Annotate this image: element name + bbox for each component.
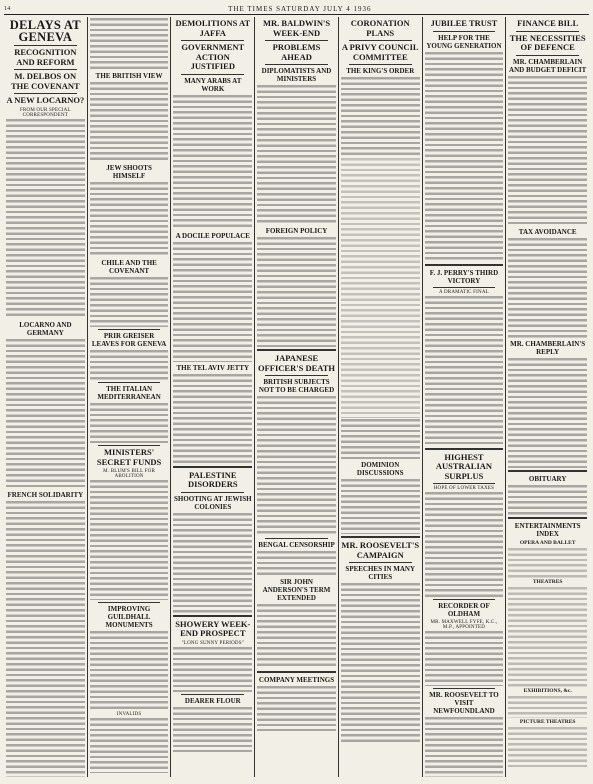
section-heading: PRIR GREISER LEAVES FOR GENEVA bbox=[91, 332, 167, 348]
article-text bbox=[173, 242, 252, 362]
subheadline: BRITISH SUBJECTS NOT TO BE CHARGED bbox=[258, 378, 335, 394]
subheadline: HELP FOR THE YOUNG GENERATION bbox=[426, 33, 502, 50]
article-text bbox=[6, 501, 85, 778]
subheadline: MANY ARABS AT WORK bbox=[184, 76, 242, 93]
section-heading: JEW SHOOTS HIMSELF bbox=[106, 164, 152, 180]
subheading: "LONG SUNNY PERIODS" bbox=[181, 640, 244, 646]
subheading: A DRAMATIC FINAL bbox=[439, 289, 489, 295]
article-text bbox=[257, 604, 336, 669]
section-heading: RECORDER OF OLDHAM bbox=[438, 602, 490, 618]
subheadline: A PRIVY COUNCIL COMMITTEE bbox=[341, 42, 419, 62]
headline: PALESTINE DISORDERS bbox=[187, 469, 238, 489]
masthead-title: THE TIMES SATURDAY JULY 4 1936 bbox=[228, 5, 372, 13]
subheadline: DIPLOMATISTS AND MINISTERS bbox=[261, 67, 332, 83]
article-text bbox=[508, 76, 587, 226]
page-number: 14 bbox=[4, 6, 11, 12]
listing-text bbox=[508, 696, 587, 718]
article-text bbox=[90, 403, 169, 443]
section-heading: OBITUARY bbox=[528, 474, 567, 483]
article-text bbox=[257, 396, 336, 536]
listing-text bbox=[508, 727, 587, 767]
article-text bbox=[425, 631, 504, 686]
headline: MR. BALDWIN'S WEEK-END bbox=[262, 18, 331, 38]
article-text bbox=[341, 479, 420, 534]
section-heading: COMPANY MEETINGS bbox=[258, 676, 335, 684]
article-text bbox=[6, 119, 85, 319]
subheading: MR. MAXWELL FYFE, K.C., M.P., APPOINTED bbox=[430, 620, 498, 630]
section-heading: THE ITALIAN MEDITERRANEAN bbox=[97, 385, 161, 401]
article-text bbox=[90, 277, 169, 327]
article-text bbox=[6, 339, 85, 489]
headline: HIGHEST AUSTRALIAN SURPLUS bbox=[435, 451, 493, 481]
section-heading: TAX AVOIDANCE bbox=[518, 227, 577, 236]
theatres-heading: THEATRES bbox=[532, 578, 563, 585]
article-text bbox=[173, 647, 252, 692]
article-text bbox=[257, 85, 336, 225]
section-heading: THE TEL AVIV JETTY bbox=[176, 363, 250, 372]
article-text bbox=[173, 707, 252, 752]
section-heading: LOCARNO AND GERMANY bbox=[19, 320, 72, 337]
article-text bbox=[425, 717, 504, 777]
section-heading: BENGAL CENSORSHIP bbox=[258, 541, 335, 549]
section-heading: CHILE AND THE COVENANT bbox=[101, 259, 157, 275]
article-text bbox=[173, 95, 252, 230]
section-heading: SIR JOHN ANDERSON'S TERM EXTENDED bbox=[262, 578, 331, 602]
newspaper-page bbox=[4, 4, 589, 776]
article-text bbox=[90, 82, 169, 162]
subheadline: RECOGNITION AND REFORM bbox=[14, 47, 77, 67]
article-text bbox=[425, 492, 504, 597]
section-heading: MR. ROOSEVELT TO VISIT NEWFOUNDLAND bbox=[429, 691, 499, 715]
column-1 bbox=[4, 17, 88, 777]
subheadline: SHOOTING AT JEWISH COLONIES bbox=[174, 494, 252, 511]
column-4 bbox=[255, 17, 339, 777]
section-heading: A DOCILE POPULACE bbox=[175, 231, 250, 240]
article-text bbox=[341, 77, 420, 157]
article-text bbox=[341, 583, 420, 743]
article-text bbox=[90, 182, 169, 257]
article-text bbox=[173, 513, 252, 613]
article-text bbox=[90, 631, 169, 711]
subheading: M. BLUM'S BILL FOR ABOLITION bbox=[103, 469, 155, 479]
byline: FROM OUR SPECIAL CORRESPONDENT bbox=[20, 107, 71, 118]
subheadline: GOVERNMENT ACTION JUSTIFIED bbox=[181, 42, 245, 71]
headline: DELAYS AT GENEVA bbox=[9, 18, 81, 44]
article-text bbox=[257, 551, 336, 576]
article-text bbox=[508, 358, 587, 468]
subheadline: M. DELBOS ON THE COVENANT bbox=[11, 71, 80, 91]
member-list bbox=[341, 158, 420, 418]
article-text bbox=[508, 238, 587, 338]
listing-text bbox=[508, 548, 587, 578]
subheading: INVALIDS bbox=[116, 712, 142, 717]
headline: CORONATION PLANS bbox=[350, 18, 410, 38]
article-text bbox=[257, 686, 336, 731]
column-2 bbox=[88, 17, 172, 777]
column-5 bbox=[339, 17, 423, 777]
listing-text bbox=[508, 587, 587, 687]
section-heading: F. J. PERRY'S THIRD VICTORY bbox=[429, 268, 499, 285]
masthead bbox=[4, 4, 589, 15]
headline: SHOWERY WEEK-END PROSPECT bbox=[175, 618, 251, 638]
column-3 bbox=[171, 17, 255, 777]
section-heading: THE BRITISH VIEW bbox=[95, 72, 163, 80]
section-heading: FOREIGN POLICY bbox=[265, 227, 328, 235]
subheadline: THE NECESSITIES OF DEFENCE bbox=[509, 32, 586, 52]
headline: FINANCE BILL bbox=[517, 18, 579, 28]
section-heading: IMPROVING GUILDHALL MONUMENTS bbox=[105, 605, 153, 629]
section-heading: ENTERTAINMENTS INDEX bbox=[514, 521, 581, 538]
section-heading: MR. CHAMBERLAIN'S REPLY bbox=[510, 339, 586, 356]
subheadline: SPEECHES IN MANY CITIES bbox=[345, 565, 416, 581]
subheadline: MINISTERS' SECRET FUNDS bbox=[96, 447, 162, 467]
subheadline: MR. CHAMBERLAIN AND BUDGET DEFICIT bbox=[509, 57, 587, 74]
headline: MR. ROOSEVELT'S CAMPAIGN bbox=[341, 540, 420, 560]
article-text bbox=[173, 374, 252, 464]
headline: DEMOLITIONS AT JAFFA bbox=[175, 18, 251, 38]
section-heading: DOMINION DISCUSSIONS bbox=[356, 461, 404, 477]
article-text bbox=[90, 18, 169, 70]
article-text bbox=[90, 480, 169, 600]
subheadline: THE KING'S ORDER bbox=[346, 67, 415, 75]
columns bbox=[4, 17, 589, 777]
column-6 bbox=[423, 17, 507, 777]
subheading: HOPE OF LOWER TAXES bbox=[433, 486, 495, 491]
subheadline: A NEW LOCARNO? bbox=[6, 95, 85, 105]
article-text bbox=[341, 419, 420, 459]
article-text bbox=[508, 485, 587, 515]
article-text bbox=[257, 237, 336, 347]
pictures-heading: PICTURE THEATRES bbox=[519, 718, 576, 725]
column-7 bbox=[506, 17, 589, 777]
headline: JAPANESE OFFICER'S DEATH bbox=[257, 353, 336, 373]
exhibitions-heading: EXHIBITIONS, &c. bbox=[523, 687, 572, 694]
section-heading: DEARER FLOUR bbox=[184, 696, 241, 705]
article-text bbox=[90, 718, 169, 773]
opera-heading: OPERA AND BALLET bbox=[519, 539, 576, 546]
subheadline: PROBLEMS AHEAD bbox=[272, 42, 321, 62]
article-text bbox=[425, 52, 504, 262]
headline: JUBILEE TRUST bbox=[430, 18, 498, 28]
article-text bbox=[90, 350, 169, 380]
section-heading: FRENCH SOLIDARITY bbox=[7, 490, 84, 499]
article-text bbox=[425, 296, 504, 446]
